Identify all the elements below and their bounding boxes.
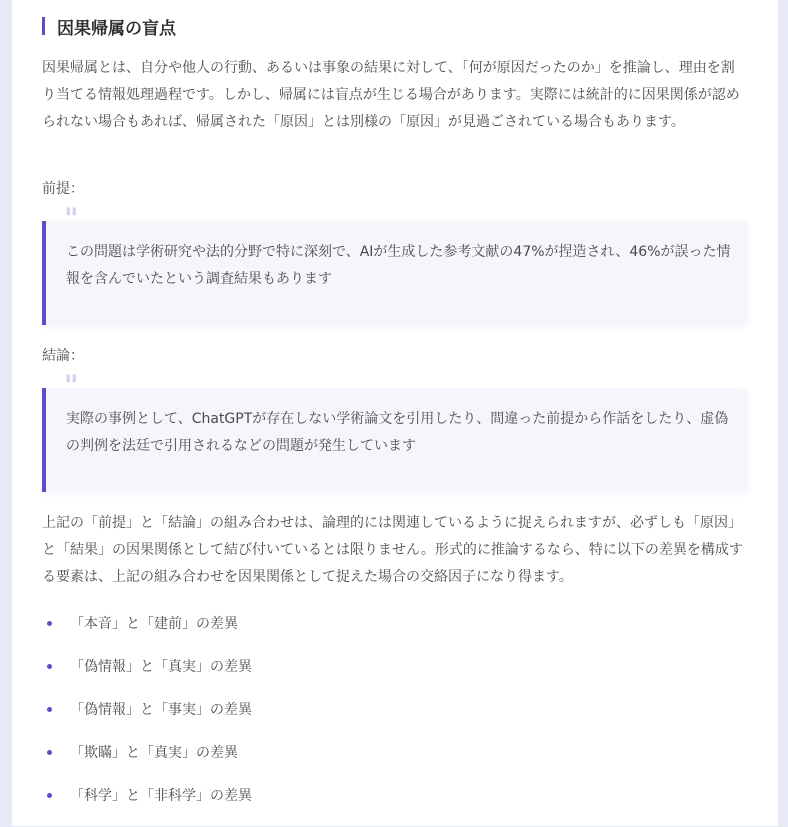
section-heading bbox=[42, 14, 176, 38]
list-item bbox=[42, 612, 252, 655]
conclusion-quote-text: 実際の事例として、ChatGPTが存在しない学術論文を引用したり、間違った前提から作話をしたり、虚偽の判例を法廷で引用されるなどの問題が発生しています bbox=[66, 411, 729, 454]
quote-mark-icon: " bbox=[64, 369, 79, 402]
analysis-paragraph: 上記の「前提」と「結論」の組み合わせは、論理的には関連しているように捉えられますが、必ずしも「原因」と「結果」の因果関係として結び付いているとは限りません。形式的に推論するなら、特に以下の差異を構成する要素は、上記の組み合わせを因果関係として捉えた場合の交絡因子になり得ます。 bbox=[42, 515, 743, 585]
quote-mark-icon: " bbox=[64, 202, 79, 235]
conclusion-label: 結論： bbox=[42, 348, 84, 364]
heading-accent-bar bbox=[42, 17, 45, 35]
intro-paragraph: 因果帰属とは、自分や他人の行動、あるいは事象の結果に対して、「何が原因だったのか」を推論し、理由を割り当てる情報処理過程です。しかし、帰属には盲点が生じる場合があります。実際には統計的に因果関係が認められない場合もあれば、帰属された「原因」とは別様の「原因」が見過ごされている場合もあります。 bbox=[42, 60, 740, 130]
bullet-icon bbox=[47, 664, 52, 669]
bullet-icon bbox=[47, 707, 52, 712]
premise-quote-text: この問題は学術研究や法的分野で特に深刻で、AIが生成した参考文献の47%が捏造され、46%が誤った情報を含んでいたという調査結果もあります bbox=[66, 244, 731, 287]
list-item-text: 「偽情報」と「事実」の差異 bbox=[70, 702, 252, 718]
list-item-text: 「科学」と「非科学」の差異 bbox=[70, 788, 252, 804]
list-item bbox=[42, 784, 252, 827]
list-item bbox=[42, 655, 252, 698]
bullet-icon bbox=[47, 793, 52, 798]
list-item-text: 「欺瞞」と「真実」の差異 bbox=[70, 745, 238, 761]
bullet-icon bbox=[47, 750, 52, 755]
list-item bbox=[42, 741, 252, 784]
bullet-icon bbox=[47, 621, 52, 626]
premise-blockquote bbox=[42, 202, 748, 325]
list-item bbox=[42, 698, 252, 741]
section-title: 因果帰属の盲点 bbox=[57, 18, 176, 39]
difference-list bbox=[42, 612, 252, 827]
list-item-text: 「本音」と「建前」の差異 bbox=[70, 616, 238, 632]
premise-label: 前提： bbox=[42, 181, 84, 197]
conclusion-blockquote bbox=[42, 369, 748, 492]
article-page bbox=[12, 0, 778, 826]
list-item-text: 「偽情報」と「真実」の差異 bbox=[70, 659, 252, 675]
